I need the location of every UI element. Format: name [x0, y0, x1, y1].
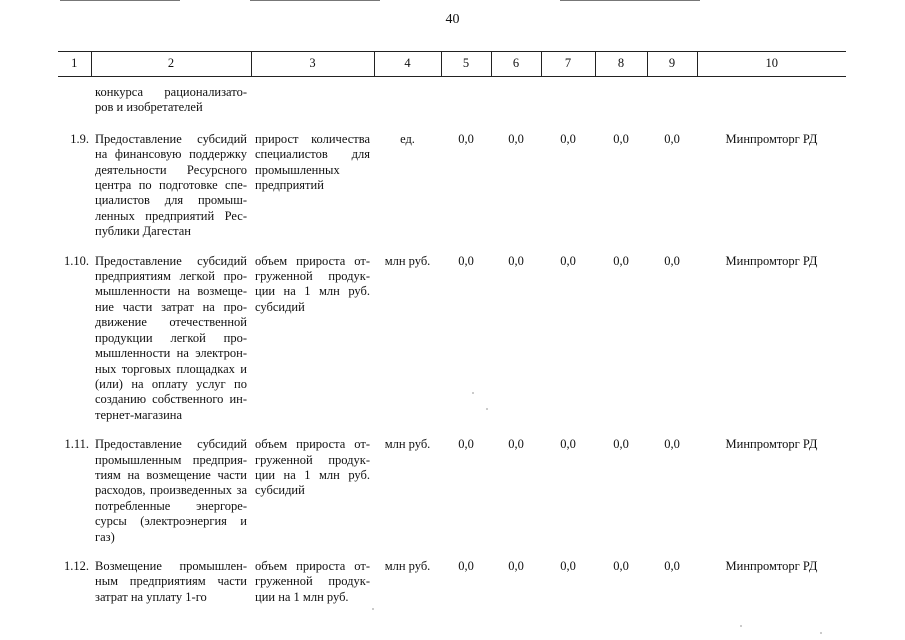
- unit: млн руб.: [384, 253, 431, 268]
- measure-description: Предоставление субсидий предприятиям легкой про-мышленности на возмеще-ние части затрат на про-движение отечественной продукции легкой про-мышленности на электрон-ных торговых площадках и (или) на оплату услуг по созданию собственного ин-тернет-магазина: [95, 253, 247, 422]
- indicator: прирост количества специалистов для промышленных предприятий: [255, 131, 370, 193]
- value-cell: 0,0: [508, 558, 524, 573]
- table-row: [58, 555, 846, 615]
- scan-edge-line: [250, 0, 380, 1]
- column-header: 2: [91, 52, 251, 77]
- value-cell: 0,0: [560, 558, 576, 573]
- responsible: Минпромторг РД: [725, 253, 818, 268]
- unit: млн руб.: [384, 437, 431, 452]
- scan-speck: [740, 625, 742, 627]
- value-cell: 0,0: [613, 253, 629, 268]
- indicator: объем прироста от-груженной продук-ции на 1 млн руб. субсидий: [255, 253, 370, 314]
- measure-description: конкурса рационализато-ров и изобретателей: [95, 85, 247, 115]
- row-number: 1.9.: [70, 131, 89, 146]
- header-row: [58, 52, 846, 77]
- value-cell: 0,0: [560, 437, 576, 452]
- scan-speck: [820, 632, 822, 634]
- column-header: 9: [647, 52, 697, 77]
- column-header: 7: [541, 52, 595, 77]
- value-cell: 0,0: [458, 253, 474, 268]
- indicator: объем прироста от-груженной продук-ции на 1 млн руб. субсидий: [255, 437, 370, 498]
- page-number: 40: [445, 12, 460, 27]
- row-number: 1.12.: [64, 558, 89, 573]
- scan-speck: [472, 392, 474, 394]
- value-cell: 0,0: [613, 437, 629, 452]
- column-header: 4: [374, 52, 441, 77]
- scan-edge-line: [560, 0, 700, 1]
- measure-description: Предоставление субсидий промышленным предприя-тиям на возмещение части расходов, произведенных за потребленные энергоре-сурсы (электроэнергия и газ): [95, 437, 247, 544]
- unit: млн руб.: [384, 558, 431, 573]
- responsible: Минпромторг РД: [725, 131, 818, 146]
- column-header: 3: [251, 52, 374, 77]
- value-cell: 0,0: [664, 558, 680, 573]
- unit: ед.: [400, 131, 415, 146]
- column-header: 10: [697, 52, 846, 77]
- column-header: 1: [58, 52, 91, 77]
- table-row: [58, 128, 846, 250]
- scan-edge-line: [60, 0, 180, 1]
- table-row: [58, 250, 846, 433]
- value-cell: 0,0: [613, 131, 629, 146]
- indicator: объем прироста от-груженной продук-ции на 1 млн руб.: [255, 558, 370, 604]
- continuation-row: [58, 77, 846, 128]
- row-number: 1.10.: [64, 253, 89, 268]
- column-header: 8: [595, 52, 647, 77]
- value-cell: 0,0: [458, 131, 474, 146]
- value-cell: 0,0: [664, 253, 680, 268]
- measure-description: Предоставление субсидий на финансовую поддержку деятельности Ресурсного центра по подготовке спе-циалистов для промыш-ленных предприятий Рес-публики Дагестан: [95, 131, 247, 239]
- value-cell: 0,0: [508, 253, 524, 268]
- table-row: [58, 433, 846, 555]
- program-table: [58, 51, 846, 615]
- scan-speck: [372, 608, 374, 610]
- value-cell: 0,0: [664, 131, 680, 146]
- row-number: 1.11.: [64, 437, 89, 452]
- value-cell: 0,0: [560, 253, 576, 268]
- value-cell: 0,0: [560, 131, 576, 146]
- column-header: 5: [441, 52, 491, 77]
- scan-speck: [486, 408, 488, 410]
- column-header: 6: [491, 52, 541, 77]
- responsible: Минпромторг РД: [725, 437, 818, 452]
- measure-description: Возмещение промышлен-ным предприятиям части затрат на уплату 1-го: [95, 558, 247, 604]
- value-cell: 0,0: [613, 558, 629, 573]
- value-cell: 0,0: [664, 437, 680, 452]
- value-cell: 0,0: [508, 131, 524, 146]
- value-cell: 0,0: [508, 437, 524, 452]
- value-cell: 0,0: [458, 558, 474, 573]
- responsible: Минпромторг РД: [725, 558, 818, 573]
- value-cell: 0,0: [458, 437, 474, 452]
